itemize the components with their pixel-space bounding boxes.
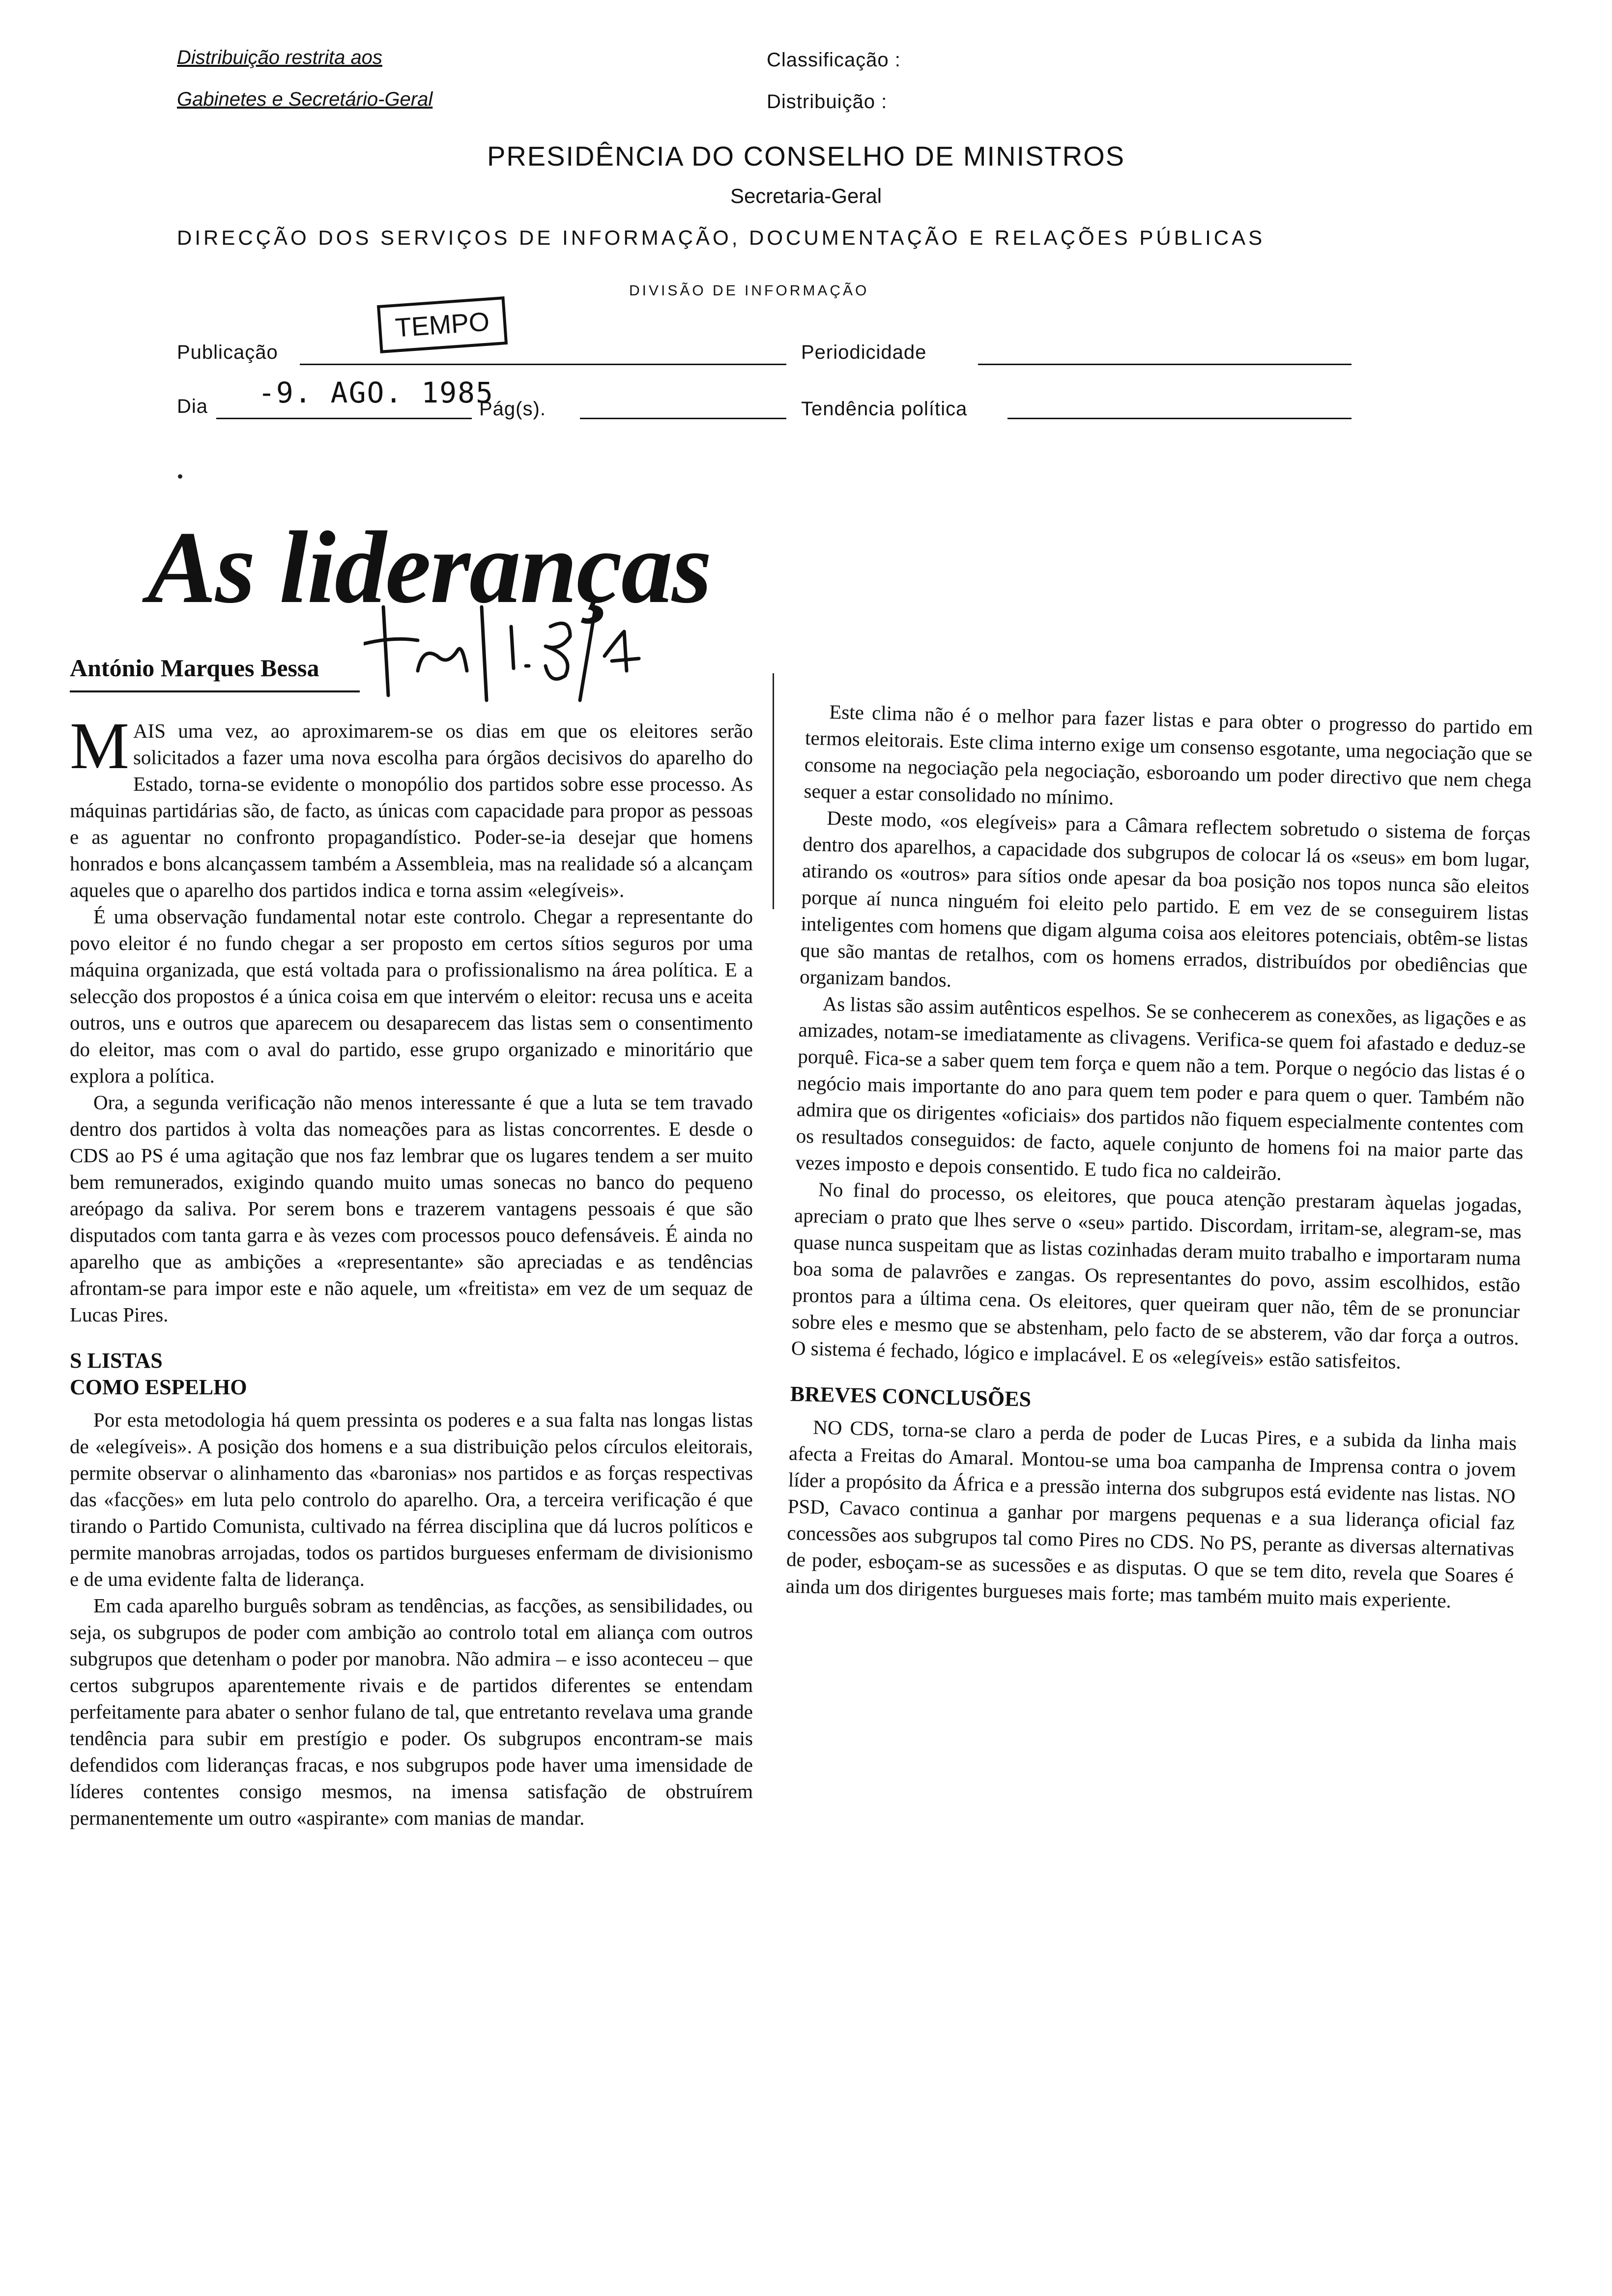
division-name: DIVISÃO DE INFORMAÇÃO xyxy=(629,283,869,299)
article-right-column xyxy=(785,698,1533,1615)
article-paragraph: Por esta metodologia há quem pressinta os poderes e a sua falta nas longas listas de «elegíveis». A posição dos homens e a sua distribuição pelos círculos eleitorais, permite observar o alinhamento das «baronias» nos partidos e as forças respectivas das «facções» em luta pelo controlo do aparelho. Ora, a terceira verificação é que tirando o Partido Comunista, cultivado na férrea disciplina que dá lucros políticos e permite manobras arrojadas, todos os partidos burgueses enfermam de divisionismo e de uma evidente falta de liderança. xyxy=(70,1408,753,1590)
periodicity-label: Periodicidade xyxy=(801,342,927,363)
secretariat-name: Secretaria-Geral xyxy=(730,184,882,207)
article-paragraph: MAIS uma vez, ao aproximarem-se os dias em que os eleitores serão solicitados a fazer uma nova escolha para órgãos decisivos do aparelho do Estado, torna-se evidente o monopólio dos partidos sobre esse processo. As máquinas partidárias são, de facto, as únicas com capacidade para propor as pessoas e as aguentar no confronto propagandístico. Poder-se-ia desejar que homens honrados e bons alcançassem também a Assembleia, mas na realidade só a alcançam aqueles que o aparelho dos partidos indica e torna assim «elegíveis». xyxy=(70,709,753,901)
date-stamp: -9. AGO. 1985 xyxy=(258,376,494,409)
pages-field-line xyxy=(580,418,786,419)
drop-cap: M xyxy=(70,709,129,783)
article-paragraph: Em cada aparelho burguês sobram as tendências, as facções, as sensibilidades, ou seja, os subgrupos de poder com ambição ao controlo total em aliança com outros subgrupos que detenham o poder por manobra. Não admira – e isso aconteceu – que certos subgrupos aparentemente rivais e de partidos diferentes se entendam perfeitamente para abater o senhor fulano de tal, que entretanto revelava uma grande tendência para subir em prestígio e poder. Os subgrupos encontram-se mais defendidos com lideranças fracas, e nos subgrupos pode haver uma imensidade de líderes contentes consigo mesmos, na imensa satisfação de obstruírem permanentemente um outro «aspirante» com manias de mandar. xyxy=(70,1594,753,1829)
day-label: Dia xyxy=(177,396,208,417)
article-left-column xyxy=(70,709,753,1831)
political-tendency-label: Tendência política xyxy=(801,398,968,420)
article-paragraph: Ora, a segunda verificação não menos interessante é que a luta se tem travado dentro dos partidos à volta das nomeações para as listas concorrentes. E desde o CDS ao PS é uma agitação que nos faz lembrar que os lugares tendem a ser muito bem remunerados, exigindo quando muito umas sonecas no banco do pequeno areópago da saliva. Por serem bons e trazerem vantagens pessoais é que são disputados com tanta garra e às vezes com processos pouco defensáveis. É ainda no aparelho que as ambições a «representante» são apreciadas e as tendências afrontam-se para impor este e não aquele, um «freitista» em vez de um sequaz de Lucas Pires. xyxy=(70,1091,753,1326)
distribution-label: Distribuição : xyxy=(767,91,888,113)
subheading-lists-mirror: S LISTAS COMO ESPELHO xyxy=(70,1349,247,1399)
margin-dot xyxy=(178,474,182,479)
article-paragraph: Este clima não é o melhor para fazer listas e para obter o progresso do partido em termos eleitorais. Este clima interno exige um consenso esgotante, uma negociação que se consome na negociação pela negociação, esboroando um poder directivo que nem chega sequer a estar consolidado no mínimo. xyxy=(804,700,1533,809)
article-paragraph: As listas são assim autênticos espelhos. Se se conhecerem as conexões, as ligações e as amizades, notam-se imediatamente as clivagens. Verifica-se quem foi afastado e deduz-se porquê. Fica-se a saber quem tem força e quem não a tem. Porque o negócio das listas é o negócio mais importante do ano para quem tem poder e para quem o quer. Também não admira que os dirigentes «oficiais» dos partidos não fiquem especialmente contentes com os resultados conseguidos: de facto, aquele conjunto de homens foi na maior parte das vezes imposto e depois consentido. E tudo fica no caldeirão. xyxy=(795,992,1527,1185)
publication-label: Publicação xyxy=(177,342,278,363)
byline-rule xyxy=(70,690,360,692)
day-field-line xyxy=(216,418,472,419)
classification-label: Classificação : xyxy=(767,49,901,71)
column-divider xyxy=(773,673,774,909)
pages-label: Pág(s). xyxy=(479,398,546,420)
article-paragraph: No final do processo, os eleitores, que pouca atenção prestaram àquelas jogadas, apreciam o prato que lhes serve o «seu» partido. Discordam, irritam-se, alegram-se, mas quase nunca suspeitam que as listas cozinhadas deram muito trabalho e importaram numa boa soma de palavrões e zangas. Os representantes do povo, assim escolhidos, estão prontos para a última cena. Os eleitores, quer queiram quer não, têm de se pronunciar sobre eles e mesmo que se abstenham, pelo facto de se absterem, vão dar força a outros. O sistema é fechado, lógico e implacável. E os «elegíveis» estão satisfeitos. xyxy=(791,1177,1523,1373)
handwritten-annotation xyxy=(364,597,668,705)
article-paragraph: É uma observação fundamental notar este controlo. Chegar a representante do povo eleitor é no fundo chegar a ser proposto em certos sítios seguros por uma máquina organizada, que está voltada para o profissionalismo na área política. E a selecção dos propostos é a única coisa em que intervém o eleitor: recusa uns e aceita outros, uns e outros que aparecem ou desaparecem das listas sem o consentimento do eleitor, mas com o aval do partido, esse grupo organizado e minoritário que explora a política. xyxy=(70,905,753,1087)
directorate-name: DIRECÇÃO DOS SERVIÇOS DE INFORMAÇÃO, DOCUMENTAÇÃO E RELAÇÕES PÚBLICAS xyxy=(177,226,1266,249)
tendency-field-line xyxy=(1008,418,1352,419)
distribution-restriction-line1: Distribuição restrita aos xyxy=(177,47,382,68)
article-paragraph: Deste modo, «os elegíveis» para a Câmara reflectem sobretudo o sistema de forças dentro dos aparelhos, a capacidade dos subgrupos de colocar lá os «seus» em bom lugar, atirando os «outros» para sítios onde apesar da boa posição nos topos nunca são eleitos porque aí nunca ninguém foi eleito pelo partido. E em vez de se conseguirem listas inteligentes com homens que digam alguma coisa aos eleitores potenciais, obtêm-se listas que são mantas de retalhos, com os homens errados, distribuídos por obediências que organizam bandos. xyxy=(799,806,1531,991)
publication-field-line xyxy=(300,364,786,365)
article-headline: As lideranças xyxy=(147,511,711,625)
publication-stamp: TEMPO xyxy=(377,296,508,353)
organization-title: PRESIDÊNCIA DO CONSELHO DE MINISTROS xyxy=(487,141,1125,172)
periodicity-field-line xyxy=(978,364,1352,365)
subheading-brief-conclusions: BREVES CONCLUSÕES xyxy=(790,1381,1032,1411)
article-paragraph: NO CDS, torna-se claro a perda de poder de Lucas Pires, e a subida da linha mais afecta a Freitas do Amaral. Montou-se uma boa campanha de Imprensa contra o jovem líder a propósito da África e a pressão interna dos subgrupos está evidente nas listas. NO PSD, Cavaco continua a ganhar por margens pequenas e a sua liderança oficial faz concessões aos subgrupos tal como Pires no CDS. No PS, perante as diversas alternativas de poder, esboçam-se as sucessões e as disputas. O que se tem dito, revela que Soares é ainda um dos dirigentes burgueses mais forte; mas também muito mais experiente. xyxy=(785,1415,1517,1612)
article-author: António Marques Bessa xyxy=(70,654,319,682)
distribution-restriction-line2: Gabinetes e Secretário-Geral xyxy=(177,88,433,110)
